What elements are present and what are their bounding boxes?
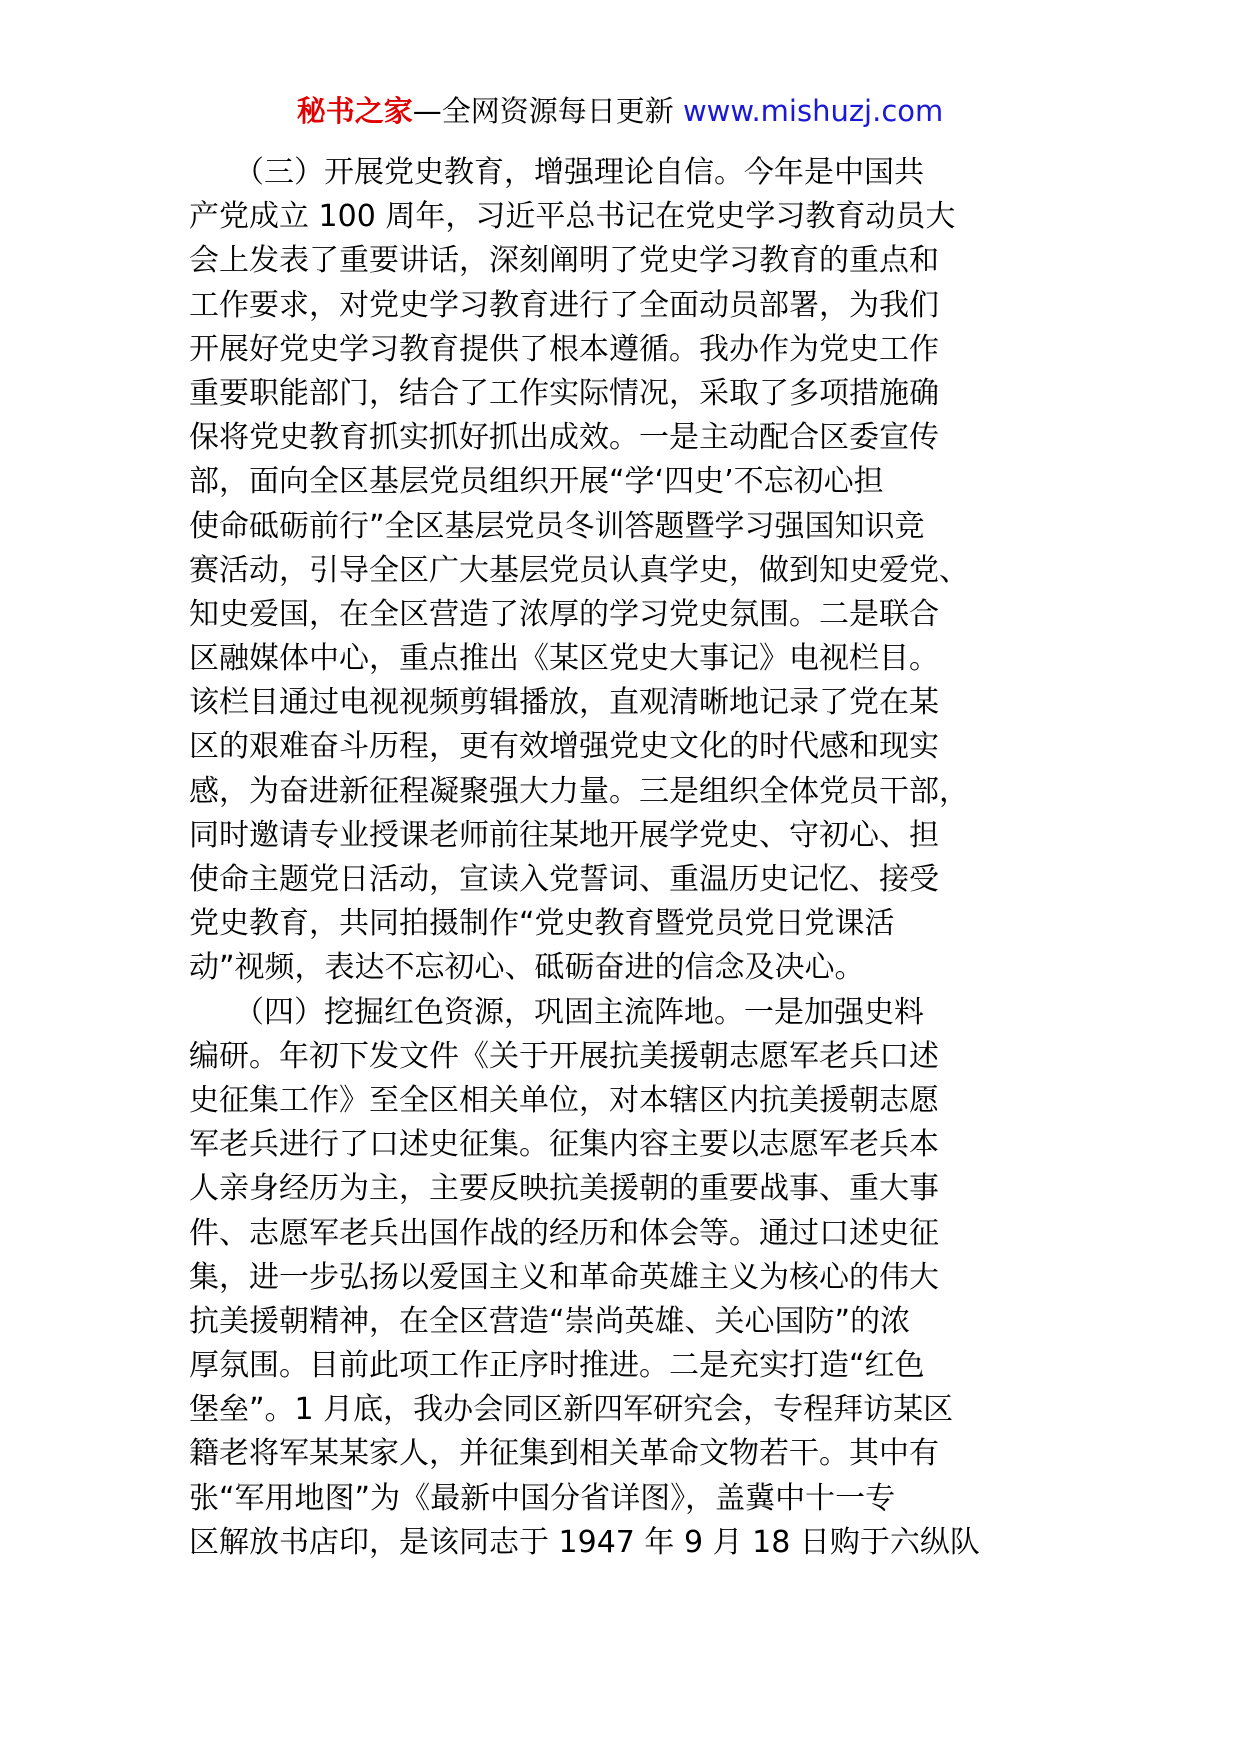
body-line: 堡垒”。1 月底，我办会同区新四军研究会，专程拜访某区: [189, 1392, 954, 1428]
body-line: 重要职能部门，结合了工作实际情况，采取了多项措施确: [189, 375, 939, 411]
body-line: （四）挖掘红色资源，巩固主流阵地。一是加强史料: [189, 994, 924, 1030]
body-line: 知史爱国，在全区营造了浓厚的学习党史氛围。二是联合: [189, 596, 939, 632]
body-line: 人亲身经历为主，主要反映抗美援朝的重要战事、重大事: [189, 1171, 939, 1207]
body-line: 产党成立 100 周年，习近平总书记在党史学习教育动员大: [189, 199, 956, 235]
body-line: 会上发表了重要讲话，深刻阐明了党史学习教育的重点和: [189, 243, 939, 279]
body-line: 该栏目通过电视视频剪辑播放，直观清晰地记录了党在某: [189, 685, 939, 721]
body-line: 张“军用地图”为《最新中国分省详图》，盖冀中十一专: [189, 1480, 896, 1516]
body-line: 史征集工作》至全区相关单位，对本辖区内抗美援朝志愿: [189, 1082, 939, 1118]
body-line: 抗美援朝精神，在全区营造“崇尚英雄、关心国防”的浓: [189, 1303, 911, 1339]
body-line: 件、志愿军老兵出国作战的经历和体会等。通过口述史征: [189, 1215, 939, 1251]
body-line: 开展好党史学习教育提供了根本遵循。我办作为党史工作: [189, 331, 939, 367]
body-line: （三）开展党史教育，增强理论自信。今年是中国共: [189, 155, 924, 190]
body-line: 感，为奋进新征程凝聚强大力量。三是组织全体党员干部，: [189, 773, 969, 809]
body-line: 动”视频，表达不忘初心、砥砺奋进的信念及决心。: [189, 950, 865, 986]
body-line: 保将党史教育抓实抓好抓出成效。一是主动配合区委宣传: [189, 420, 939, 456]
page-header: [0, 93, 1240, 129]
body-line: 部，面向全区基层党员组织开展“学‘四史’不忘初心担: [189, 464, 884, 500]
body-line: 使命主题党日活动，宣读入党誓词、重温历史记忆、接受: [189, 862, 939, 897]
body-line: 军老兵进行了口述史征集。征集内容主要以志愿军老兵本: [189, 1127, 939, 1163]
body-line: 区的艰难奋斗历程，更有效增强党史文化的时代感和现实: [189, 729, 939, 765]
brand-name: 秘书之家: [296, 94, 413, 128]
body-line: 党史教育，共同拍摄制作“党史教育暨党员党日党课活: [189, 906, 895, 942]
body-line: 工作要求，对党史学习教育进行了全面动员部署，为我们: [189, 287, 939, 323]
body-line: 区融媒体中心，重点推出《某区党史大事记》电视栏目。: [189, 641, 939, 677]
body-line: 同时邀请专业授课老师前往某地开展学党史、守初心、担: [189, 817, 939, 853]
body-line: 籍老将军某某家人，并征集到相关革命文物若干。其中有: [189, 1436, 939, 1472]
body-line: 编研。年初下发文件《关于开展抗美援朝志愿军老兵口述: [189, 1038, 939, 1074]
body-line: 使命砥砺前行”全区基层党员冬训答题暨学习强国知识竞: [189, 508, 925, 544]
body-line: 集，进一步弘扬以爱国主义和革命英雄主义为核心的伟大: [189, 1259, 939, 1295]
site-url-link[interactable]: www.mishuzj.com: [682, 94, 944, 128]
body-line: 区解放书店印，是该同志于 1947 年 9 月 18 日购于六纵队: [189, 1524, 980, 1560]
document-body: [189, 151, 1069, 1565]
body-line: 赛活动，引导全区广大基层党员认真学史，做到知史爱党、: [189, 552, 969, 588]
body-line: 厚氛围。目前此项工作正序时推进。二是充实打造“红色: [189, 1348, 925, 1384]
header-tagline: —全网资源每日更新: [412, 94, 683, 128]
